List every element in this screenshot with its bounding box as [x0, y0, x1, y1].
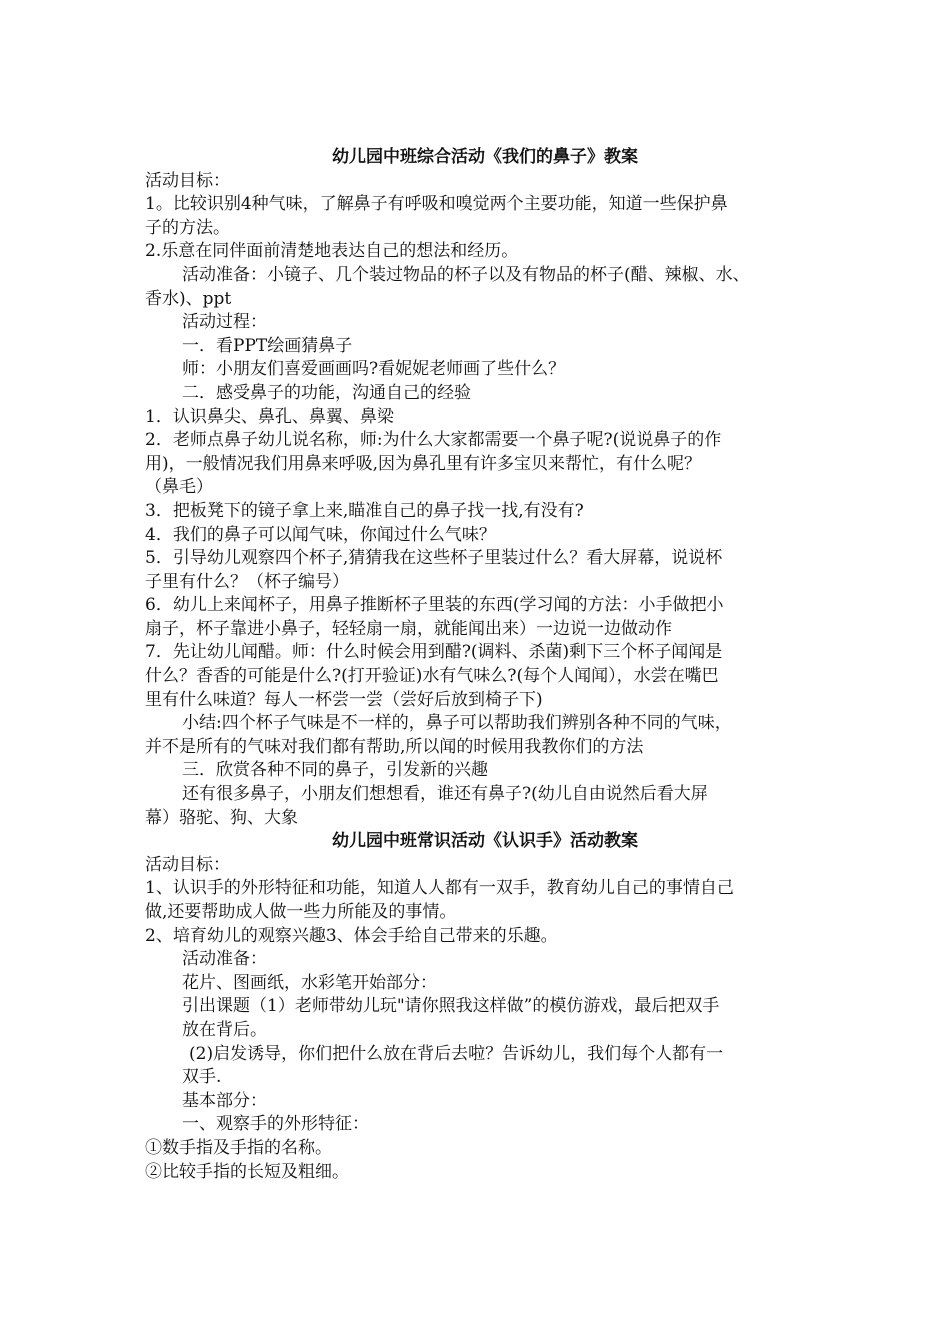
text-line: 5．引导幼儿观察四个杯子,猜猜我在这些杯子里装过什么？看大屏幕，说说杯: [145, 548, 723, 569]
text-line: 并不是所有的气味对我们都有帮助,所以闻的时候用我教你们的方法: [145, 736, 644, 757]
text-line: (2)启发诱导，你们把什么放在背后去啦？告诉幼儿，我们每个人都有一: [189, 1043, 724, 1064]
text-line: 双手.: [182, 1067, 222, 1088]
text-line: 活动目标：: [145, 854, 230, 875]
text-line: 1、认识手的外形特征和功能，知道人人都有一双手，教育幼儿自己的事情自己: [145, 878, 734, 899]
text-line: 4．我们的鼻子可以闻气味，你闻过什么气味？: [145, 524, 496, 545]
text-line: 活动目标：: [145, 170, 230, 191]
text-line: 还有很多鼻子，小朋友们想想看，谁还有鼻子?(幼儿自由说然后看大屏: [182, 784, 708, 805]
text-line: 活动准备：: [182, 949, 267, 970]
text-line: 一、观察手的外形特征：: [182, 1114, 369, 1135]
text-line: 活动准备：小镜子、几个装过物品的杯子以及有物品的杯子(醋、辣椒、水、: [182, 264, 750, 285]
text-line: 2．老师点鼻子幼儿说名称，师:为什么大家都需要一个鼻子呢?(说说鼻子的作: [145, 430, 722, 451]
text-line: 三．欣赏各种不同的鼻子，引发新的兴趣: [182, 760, 488, 781]
text-line: 3．把板凳下的镜子拿上来,瞄准自己的鼻子找一找,有没有?: [145, 500, 584, 521]
text-line: 里有什么味道？每人一杯尝一尝（尝好后放到椅子下): [145, 689, 543, 710]
text-line: 师：小朋友们喜爱画画吗?看妮妮老师画了些什么？: [182, 359, 566, 380]
text-line: 做,还要帮助成人做一些力所能及的事情。: [145, 902, 457, 922]
text-line: 活动过程：: [182, 312, 267, 333]
text-line: ②比较手指的长短及粗细。: [145, 1161, 349, 1182]
text-line: 7．先让幼儿闻醋。师：什么时候会用到醋?(调料、杀菌)剩下三个杯子闻闻是: [145, 642, 723, 663]
text-line: 小结:四个杯子气味是不一样的，鼻子可以帮助我们辨别各种不同的气味，: [182, 713, 732, 734]
text-line: 什么？香香的可能是什么?(打开验证)水有气味么?(每个人闻闻），水尝在嘴巴: [145, 666, 719, 687]
text-line: 香水)、ppt: [145, 288, 232, 309]
text-line: 幕）骆驼、狗、大象: [145, 807, 298, 828]
text-line: 用)，一般情况我们用鼻来呼吸,因为鼻孔里有许多宝贝来帮忙，有什么呢？: [145, 453, 702, 474]
text-line: 子里有什么？（杯子编号）: [145, 571, 349, 592]
text-line: 2.乐意在同伴面前清楚地表达自己的想法和经历。: [145, 241, 519, 262]
section-title-nose: 幼儿园中班综合活动《我们的鼻子》教案: [332, 147, 638, 167]
text-line: 扇子，杯子靠进小鼻子，轻轻扇一扇，就能闻出来）一边说一边做动作: [145, 618, 672, 639]
text-line: 一．看PPT绘画猜鼻子: [182, 335, 353, 356]
section-title-hands: 幼儿园中班常识活动《认识手》活动教案: [332, 831, 638, 852]
document-body: [145, 146, 825, 1184]
text-line: 2、培育幼儿的观察兴趣3、体会手给自己带来的乐趣。: [145, 925, 558, 946]
text-line: 6．幼儿上来闻杯子，用鼻子推断杯子里装的东西(学习闻的方法：小手做把小: [145, 595, 724, 616]
text-line: 放在背后。: [182, 1019, 267, 1040]
text-line: 二．感受鼻子的功能，沟通自己的经验: [182, 382, 471, 403]
text-line: 花片、图画纸，水彩笔开始部分：: [182, 972, 437, 993]
text-line: 子的方法。: [145, 217, 230, 238]
text-line: （鼻毛）: [145, 477, 213, 498]
text-line: 引出课题（1）老师带幼儿玩"请你照我这样做”的模仿游戏，最后把双手: [182, 996, 720, 1017]
text-line: 1．认识鼻尖、鼻孔、鼻翼、鼻梁: [145, 406, 394, 427]
text-line: 基本部分：: [182, 1090, 267, 1111]
text-line: ①数手指及手指的名称。: [145, 1137, 332, 1158]
text-line: 1。比较识别4种气味，了解鼻子有呼吸和嗅觉两个主要功能，知道一些保护鼻: [145, 194, 728, 215]
